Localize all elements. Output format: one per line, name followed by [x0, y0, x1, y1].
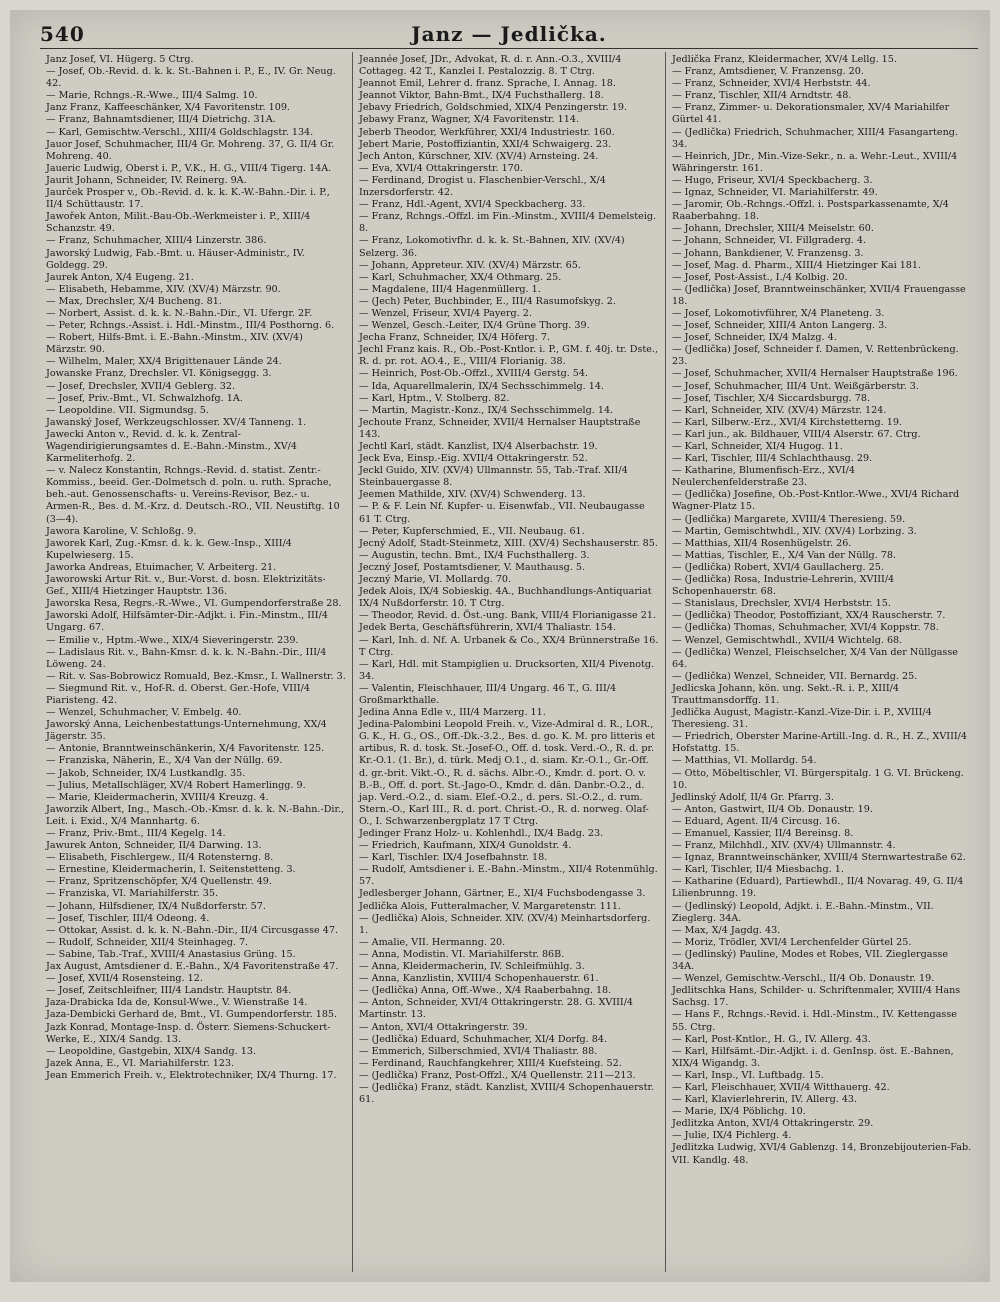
directory-entry: — Hans F., Rchngs.-Revid. i. Hdl.-Minstm., IV. Kettengasse 55. Ctrg.	[672, 1009, 957, 1033]
directory-entry: Jedlitzka Anton, XVI/4 Ottakringerstr. 29.	[672, 1118, 874, 1130]
directory-entry: — (Jedlička) Margarete, XVIII/4 Theresieng. 59.	[672, 513, 906, 525]
directory-entry: Jawořek Anton, Milit.-Bau-Ob.-Werkmeister i. P., XIII/4 Schanzstr. 49.	[46, 211, 311, 235]
directory-entry: — (Jech) Peter, Buchbinder, E., III/4 Rasumofskyg. 2.	[359, 295, 616, 307]
directory-entry: Jawanský Josef, Werkzeugschlosser. XV/4 Tanneng. 1.	[46, 416, 307, 428]
directory-entry: — Katharine (Eduard), Partiewhdl., II/4 Novarag. 49, G. II/4 Lilienbrunng. 19.	[672, 876, 964, 900]
directory-entry: — Marie, IX/4 Pöblichg. 10.	[672, 1106, 806, 1118]
directory-entry: — Siegmund Rit. v., Hof-R. d. Oberst. Ger.-Hofe, VIII/4 Piaristeng. 42.	[46, 682, 310, 706]
directory-entry: — (Jedlička) Franz, städt. Kanzlist, XVIII/4 Schopenhauerstr. 61.	[359, 1081, 655, 1106]
directory-entry: — Julius, Metallschläger, XV/4 Robert Hamerlingg. 9.	[46, 779, 306, 791]
directory-entry: — Anna, Modistin. VI. Mariahilferstr. 86B.	[359, 948, 565, 960]
directory-entry: — Rudolf, Amtsdiener i. E.-Bahn.-Minstm., XII/4 Rotenmühlg. 57.	[359, 864, 658, 888]
directory-entry: — Karl, Fleischhauer, XVII/4 Witthauerg. 42.	[672, 1081, 890, 1093]
directory-entry: — (Jedlička) Eduard, Schuhmacher, XI/4 Dorfg. 84.	[359, 1033, 608, 1045]
directory-entry: — Josef, Priv.-Bmt., VI. Schwalzhofg. 1A.	[46, 392, 243, 404]
directory-entry: Jedlička August, Magistr.-Kanzl.-Vize-Dir. i. P., XVIII/4 Theresieng. 31.	[672, 707, 932, 731]
directory-entry: — Josef, Schuhmacher, XVII/4 Hernalser Hauptstraße 196.	[672, 368, 958, 380]
directory-entry: — Josef, Mag. d. Pharm., XIII/4 Hietzinger Kai 181.	[672, 259, 922, 271]
directory-entry: Jean Emmerich Freih. v., Elektrotechniker, IX/4 Thurng. 17.	[46, 1069, 337, 1081]
directory-entry: — Franz, Lokomotivfhr. d. k. k. St.-Bahnen, XIV. (XV/4) Selzerg. 36.	[359, 235, 625, 259]
directory-entry: — Josef, Schneider, XIII/4 Anton Langerg. 3.	[672, 320, 888, 332]
directory-entry: — Amalie, VII. Hermanng. 20.	[359, 936, 506, 948]
directory-entry: — Karl, Klavierlehrerin, IV. Allerg. 43.	[672, 1094, 858, 1106]
directory-entry: Jazk Konrad, Montage-Insp. d. Österr. Siemens-Schuckert-Werke, E., XIX/4 Sandg. 13.	[46, 1021, 331, 1045]
directory-entry: — Franziska, VI. Mariahilferstr. 35.	[46, 888, 218, 900]
directory-entry: — Friedrich, Kaufmann, XIX/4 Gunoldstr. 4.	[359, 840, 572, 852]
directory-entry: Jedlitzka Ludwig, XVI/4 Gablenzg. 14, Bronzebijouterien-Fab. VII. Kandlg. 48.	[672, 1142, 972, 1166]
directory-entry: — Johann, Bankdiener, V. Franzensg. 3.	[672, 247, 864, 259]
directory-entry: Jaworský Anna, Leichenbestattungs-Unternehmung, XX/4 Jägerstr. 35.	[46, 719, 327, 743]
directory-entry: Jaurček Prosper v., Ob.-Revid. d. k. k. K.-W.-Bahn.-Dir. i. P., II/4 Schüttaustr. 17.	[46, 187, 330, 211]
directory-entry: — (Jedlinský) Pauline, Modes et Robes, VII. Zieglergasse 34A.	[672, 948, 949, 973]
directory-entry: — Martin, Magistr.-Konz., IX/4 Sechsschimmelg. 14.	[359, 404, 614, 416]
directory-entry: — Karl, Post-Kntlor., H. G., IV. Allerg. 43.	[672, 1033, 871, 1045]
directory-entry: — Ernestine, Kleidermacherin, I. Seitenstetteng. 3.	[46, 864, 296, 876]
directory-entry: Jedek Berta, Geschäftsführerin, XVI/4 Thaliastr. 154.	[359, 622, 617, 634]
directory-entry: — Julie, IX/4 Pichlerg. 4.	[672, 1130, 792, 1142]
directory-entry: Janz Franz, Kaffeeschänker, X/4 Favoritenstr. 109.	[46, 102, 290, 114]
directory-entry: — Ladislaus Rit. v., Bahn-Kmsr. d. k. k. N.-Bahn.-Dir., III/4 Löweng. 24.	[46, 646, 327, 670]
directory-entry: — Franz, Schneider, XVI/4 Herbststr. 44.	[672, 78, 871, 90]
directory-entry: Jecha Franz, Schneider, IX/4 Höferg. 7.	[359, 332, 550, 344]
directory-entry: — (Jedlička) Robert, XVI/4 Gaullacherg. 25.	[672, 561, 884, 573]
directory-entry: — Jaromir, Ob.-Rchngs.-Offzl. i. Postsparkassenamte, X/4 Raaberbahng. 18.	[672, 199, 949, 223]
directory-entry: — Karl, Inh. d. Nf. A. Urbanek & Co., XX/4 Brünnerstraße 16. T Ctrg.	[359, 634, 659, 658]
directory-entry: — Josef, Lokomotivführer, X/4 Planeteng. 3.	[672, 307, 885, 319]
directory-entry: Jedina-Palombini Leopold Freih. v., Vize-Admiral d. R., LOR., G. K., H. G., OS., Off.-Dk.-3.2., Bes. d. go. K. M. pro litteris et artibus, R. d. tosk. St.-Josef-O., Off. d. tosk. Verd.-O., R. d. pr. Kr.-O.1. (1. Br.), d. türk. Medj O.1., d. siam. Kr.-O.1., Gr.-Off. d. gr.-brit. Vikt.-O., R. d. sächs. Albr.-O., Kmdr. d. port. O. v. B.-B., Off. d. port. St.-Jago-O., Kmdr. d. dän. Danbr.-O.2., d. jap. Verd.-O.2., d. siam. Elef.-O.2., d. pers. Sl.-O.2., d. rum. Stern.-O., Karl III., R. d. port. Christ.-O., R. d. norweg. Olaf-O., I. Schwarzenbergplatz 17 T Ctrg.	[359, 719, 656, 827]
directory-entry: — (Jedlička) Alois, Schneider. XIV. (XV/4) Meinhartsdorferg. 1.	[359, 912, 651, 936]
directory-entry: — Heinrich, Post-Ob.-Offzl., XVIII/4 Gerstg. 54.	[359, 368, 589, 380]
directory-page	[10, 10, 990, 1282]
directory-entry: Jedek Alois, IX/4 Sobieskig. 4A., Buchhandlungs-Antiquariat IX/4 Nußdorferstr. 10. T Ctrg.	[359, 586, 652, 610]
directory-entry: — Franz, Rchngs.-Offzl. im Fin.-Minstm., XVIII/4 Demelsteig. 8.	[359, 211, 657, 235]
directory-entry: — Josef, Tischler, X/4 Siccardsburgg. 78.	[672, 392, 871, 404]
directory-entry: — Wenzel, Gemischtw.-Verschl., II/4 Ob. Donaustr. 19.	[672, 973, 935, 985]
directory-entry: Jeckl Guido, XIV. (XV/4) Ullmannstr. 55, Tab.-Traf. XII/4 Steinbauergasse 8.	[359, 465, 628, 489]
directory-entry: Jaworzik Albert, Ing., Masch.-Ob.-Kmsr. d. k. k. N.-Bahn.-Dir., Leit. i. Exid., X/4 Mannhartg. 6.	[46, 803, 345, 827]
directory-entry: — (Jedlička) Wenzel, Fleischselcher, X/4 Van der Nüllgasse 64.	[672, 646, 958, 670]
directory-entry: Jeannot Emil, Lehrer d. franz. Sprache, I. Annag. 18.	[359, 78, 616, 90]
directory-entry: Jebawy Franz, Wagner, X/4 Favoritenstr. 114.	[359, 114, 580, 126]
directory-entry: — Peter, Kupferschmied, E., VII. Neubaug. 61.	[359, 525, 585, 537]
directory-entry: — Otto, Möbeltischler, VI. Bürgerspitalg. 1 G. VI. Brückeng. 10.	[672, 767, 964, 791]
directory-entry: — Ignaz, Schneider, VI. Mariahilferstr. 49.	[672, 187, 878, 199]
directory-entry: Jaworek Karl, Zug.-Kmsr. d. k. k. Gew.-Insp., XIII/4 Kupelwieserg. 15.	[46, 537, 292, 561]
directory-entry: — Ferdinand, Rauchfangkehrer, XIII/4 Kuefsteing. 52.	[359, 1057, 622, 1069]
directory-entry: — Matthias, VI. Mollardg. 54.	[672, 755, 817, 767]
directory-entry: — Karl, Hilfsämt.-Dir.-Adjkt. i. d. GenInsp. öst. E.-Bahnen, XIX/4 Wigandg. 3.	[672, 1045, 954, 1069]
directory-entry: — Karl, Tischler, III/4 Schlachthausg. 29.	[672, 453, 873, 465]
directory-entry: — (Jedlička) Josef, Schneider f. Damen, V. Rettenbrückeng. 23.	[672, 344, 959, 368]
directory-entry: Jedlička Franz, Kleidermacher, XV/4 Lellg. 15.	[672, 54, 897, 65]
directory-entry: — Karl, Silberw.-Erz., XVI/4 Kirchstetterng. 19.	[672, 416, 902, 428]
directory-entry: — Theodor, Revid. d. Öst.-ung. Bank, VIII/4 Florianigasse 21.	[359, 610, 656, 622]
directory-entry: — Anton, XVI/4 Ottakringerstr. 39.	[359, 1021, 528, 1033]
directory-entry: — Franziska, Näherin, E., X/4 Van der Nüllg. 69.	[46, 755, 283, 767]
directory-entry: — (Jedlička) Rosa, Industrie-Lehrerin, XVIII/4 Schopenhauerstr. 68.	[672, 574, 895, 598]
directory-entry: Jeemen Mathilde, XIV. (XV/4) Schwenderg. 13.	[359, 489, 586, 501]
directory-entry: — Wenzel, Schuhmacher, V. Embelg. 40.	[46, 707, 242, 719]
directory-entry: Jechtl Karl, städt. Kanzlist, IX/4 Alserbachstr. 19.	[359, 441, 598, 452]
directory-entry: Jedlicska Johann, kön. ung. Sekt.-R. i. P., XIII/4 Trauttmansdorffg. 11.	[672, 682, 900, 706]
directory-entry: — Karl, Schneider, XIV. (XV/4) Märzstr. 124.	[672, 404, 887, 416]
directory-entry: — Marie, Kleidermacherin, XVIII/4 Kreuzg. 4.	[46, 791, 269, 803]
directory-entry: — Franz, Schuhmacher, XIII/4 Linzerstr. 386.	[46, 235, 267, 247]
directory-entry: Jeberb Theodor, Werkführer, XXI/4 Industriestr. 160.	[359, 126, 615, 138]
column-right	[666, 52, 978, 1272]
directory-entry: — Moriz, Trödler, XVI/4 Lerchenfelder Gürtel 25.	[672, 936, 912, 948]
directory-entry: — Josef, XVII/4 Rosensteing. 12.	[46, 973, 203, 985]
directory-entry: — Franz, Tischler, XII/4 Arndtstr. 48.	[672, 90, 852, 102]
directory-entry: — Emmerich, Silberschmied, XVI/4 Thaliastr. 88.	[359, 1045, 598, 1057]
directory-entry: — Leopoldine. VII. Sigmundsg. 5.	[46, 404, 209, 416]
directory-entry: — Katharine, Blumenfisch-Erz., XVI/4 Neulerchenfelderstraße 23.	[672, 465, 855, 489]
directory-entry: — Emanuel, Kassier, II/4 Bereinsg. 8.	[672, 828, 854, 839]
directory-entry: — Karl, Hptm., V. Stolberg. 82.	[359, 392, 510, 404]
directory-entry: Jaworski Adolf, Hilfsämter-Dir.-Adjkt. i. Fin.-Minstm., III/4 Ungarg. 67.	[46, 610, 328, 634]
directory-entry: — Josef, Drechsler, XVII/4 Geblerg. 32.	[46, 380, 236, 392]
directory-entry: — Karl, Schneider, XI/4 Hugog. 11.	[672, 441, 843, 452]
directory-entry: Jazek Anna, E., VI. Mariahilferstr. 123.	[46, 1057, 235, 1069]
directory-entry: Jaueric Ludwig, Oberst i. P., V.K., H. G., VIII/4 Tigerg. 14A.	[46, 162, 332, 174]
directory-entry: — Karl, Gemischtw.-Verschl., XIII/4 Goldschlagstr. 134.	[46, 126, 314, 138]
directory-entry: Jechl Franz kais. R., Ob.-Post-Kntlor. i. P., GM. f. 40j. tr. Dste., R. d. pr. rot. AO.4., E., VIII/4 Florianig. 38.	[359, 344, 659, 368]
directory-entry: — Norbert, Assist. d. k. k. N.-Bahn.-Dir., VI. Ufergr. 2F.	[46, 307, 313, 319]
directory-entry: Jech Anton, Kürschner, XIV. (XV/4) Arnsteing. 24.	[359, 150, 599, 162]
directory-entry: — Franz, Hdl.-Agent, XVI/4 Speckbacherg. 33.	[359, 199, 586, 211]
directory-entry: — Ferdinand, Drogist u. Flaschenbier-Verschl., X/4 Inzersdorferstr. 42.	[359, 174, 606, 199]
directory-entry: — (Jedlička) Anna, Off.-Wwe., X/4 Raaberbahng. 18.	[359, 985, 612, 997]
directory-entry: — P. & F. Lein Nf. Kupfer- u. Eisenwfab., VII. Neubaugasse 61 T. Ctrg.	[359, 501, 645, 525]
directory-entry: — Karl, Schuhmacher, XX/4 Othmarg. 25.	[359, 271, 562, 283]
directory-entry: — Johann, Hilfsdiener, IX/4 Nußdorferstr. 57.	[46, 900, 266, 912]
directory-entry: Jeczný Marie, VI. Mollardg. 70.	[359, 574, 512, 586]
directory-entry: — Ignaz, Branntweinschänker, XVIII/4 Sternwartestraße 62.	[672, 852, 966, 864]
directory-entry: — (Jedlička) Josefine, Ob.-Post-Kntlor.-Wwe., XVI/4 Richard Wagner-Platz 15.	[672, 489, 960, 513]
directory-entry: — Rudolf, Schneider, XII/4 Steinhageg. 7.	[46, 936, 249, 948]
directory-entry: — Stanislaus, Drechsler, XVI/4 Herbststr. 15.	[672, 598, 891, 610]
directory-entry: — Johann, Appreteur. XIV. (XV/4) Märzstr. 65.	[359, 259, 581, 271]
directory-entry: Jawurek Anton, Schneider, II/4 Darwing. 13.	[46, 840, 262, 852]
directory-entry: — Franz, Milchhdl., XIV. (XV/4) Ullmannstr. 4.	[672, 840, 896, 852]
directory-entry: — Matthias, XII/4 Rosenhügelstr. 26.	[672, 537, 852, 549]
directory-entry: — Karl, Hdl. mit Stampiglien u. Drucksorten, XII/4 Pivenotg. 34.	[359, 658, 655, 682]
directory-entry: — Franz, Amtsdiener, V. Franzensg. 20.	[672, 66, 864, 78]
directory-entry: — Leopoldine, Gastgebin, XIX/4 Sandg. 13.	[46, 1045, 257, 1057]
directory-entry: — Robert, Hilfs-Bmt. i. E.-Bahn.-Minstm., XIV. (XV/4) Märzstr. 90.	[46, 332, 303, 356]
page-number: 540	[40, 22, 85, 46]
directory-entry: Jauor Josef, Schuhmacher, III/4 Gr. Mohreng. 37, G. II/4 Gr. Mohreng. 40.	[46, 138, 335, 162]
directory-entry: — Josef, Zeitschleifner, III/4 Landstr. Hauptstr. 84.	[46, 985, 292, 997]
column-middle	[353, 52, 666, 1272]
directory-entry: Jebert Marie, Postoffiziantin, XXI/4 Schwaigerg. 23.	[359, 138, 612, 150]
directory-entry: — Mattias, Tischler, E., X/4 Van der Nüllg. 78.	[672, 549, 897, 561]
directory-entry: — (Jedlička) Theodor, Postoffiziant, XX/4 Rauscherstr. 7.	[672, 610, 946, 622]
directory-entry: — Wilhelm, Maler, XX/4 Brigittenauer Lände 24.	[46, 356, 282, 368]
directory-entry: — Augustin, techn. Bmt., IX/4 Fuchsthallerg. 3.	[359, 549, 590, 561]
directory-entry: — (Jedlinský) Leopold, Adjkt. i. E.-Bahn.-Minstm., VII. Zieglerg. 34A.	[672, 900, 934, 924]
directory-entry: Jaworka Andreas, Etuimacher, V. Arbeiterg. 21.	[46, 561, 277, 573]
directory-entry: — Karl, Insp., VI. Luftbadg. 15.	[672, 1069, 824, 1081]
directory-entry: — Ida, Aquarellmalerin, IX/4 Sechsschimmelg. 14.	[359, 380, 604, 392]
directory-entry: — Josef, Schuhmacher, III/4 Unt. Weißgärberstr. 3.	[672, 380, 919, 392]
directory-entry: — Heinrich, JDr., Min.-Vize-Sekr., n. a. Wehr.-Leut., XVIII/4 Währingerstr. 161.	[672, 150, 958, 174]
directory-entry: Jaza-Dembicki Gerhard de, Bmt., VI. Gumpendorferstr. 185.	[46, 1009, 338, 1021]
directory-entry: — Martin, Gemischtwhdl., XIV. (XV/4) Lorbzing. 3.	[672, 525, 917, 537]
directory-entry: — (Jedlička) Wenzel, Schneider, VII. Bernardg. 25.	[672, 670, 918, 682]
directory-entry: Jaurek Anton, X/4 Eugeng. 21.	[46, 271, 194, 283]
directory-entry: Jeannée Josef, JDr., Advokat, R. d. r. Ann.-O.3., XVIII/4 Cottageg. 42 T., Kanzlei I. Pestalozzig. 8. T Ctrg.	[359, 54, 622, 78]
directory-entry: Jecný Adolf, Stadt-Steinmetz, XIII. (XV/4) Sechshauserstr. 85.	[359, 537, 658, 549]
directory-entry: — Josef, Ob.-Revid. d. k. k. St.-Bahnen i. P., E., IV. Gr. Neug. 42.	[46, 66, 336, 90]
page-header	[40, 22, 978, 49]
directory-entry: Janz Josef, VI. Hügerg. 5 Ctrg.	[46, 54, 194, 65]
directory-entry: — Anna, Kanzlistin, XVIII/4 Schopenhauerstr. 61.	[359, 973, 599, 985]
directory-entry: Jeck Eva, Einsp.-Eig. XVII/4 Ottakringerstr. 52.	[359, 453, 588, 465]
directory-entry: — Friedrich, Oberster Marine-Artill.-Ing. d. R., H. Z., XVIII/4 Hofstattg. 15.	[672, 731, 967, 755]
directory-entry: — (Jedlička) Josef, Branntweinschänker, XVII/4 Frauengasse 18.	[672, 283, 966, 307]
directory-entry: Jedlesberger Johann, Gärtner, E., XI/4 Fuchsbodengasse 3.	[359, 888, 646, 900]
directory-entry: Jaworský Ludwig, Fab.-Bmt. u. Häuser-Administr., IV. Goldegg. 29.	[46, 247, 305, 271]
column-left	[40, 52, 353, 1272]
directory-entry: — Johann, Schneider, VI. Fillgraderg. 4.	[672, 235, 867, 247]
directory-entry: — Elisabeth, Fischlergew., II/4 Rotensterng. 8.	[46, 852, 274, 864]
directory-entry: Jebavy Friedrich, Goldschmied, XIX/4 Penzingerstr. 19.	[359, 102, 628, 114]
directory-entry: Jaurit Johann, Schneider, IV. Reinerg. 9A.	[46, 174, 247, 186]
directory-entry: — Wenzel, Gemischtwhdl., XVII/4 Wichtelg. 68.	[672, 634, 903, 646]
directory-entry: — Karl, Tischler, II/4 Miesbachg. 1.	[672, 864, 844, 876]
directory-entry: — (Jedlička) Thomas, Schuhmacher, XVI/4 Koppstr. 78.	[672, 622, 939, 634]
directory-entry: — Franz, Priv.-Bmt., III/4 Kegelg. 14.	[46, 828, 226, 839]
directory-entry: — Anton, Gastwirt, II/4 Ob. Donaustr. 19.	[672, 803, 873, 815]
directory-entry: — Eduard, Agent. II/4 Circusg. 16.	[672, 815, 841, 827]
directory-entry: Jechoute Franz, Schneider, XVII/4 Hernalser Hauptstraße 143.	[359, 416, 641, 440]
directory-entry: — Antonie, Branntweinschänkerin, X/4 Favoritenstr. 125.	[46, 743, 325, 755]
directory-entry: — Franz, Zimmer- u. Dekorationsmaler, XV/4 Mariahilfer Gürtel 41.	[672, 102, 950, 126]
directory-entry: — Rit. v. Sas-Bobrowicz Romuald, Bez.-Kmsr., I. Wallnerstr. 3.	[46, 670, 346, 682]
directory-entry: Jeannot Viktor, Bahn-Bmt., IX/4 Fuchsthallerg. 18.	[359, 90, 604, 102]
directory-entry: Jaza-Drabicka Ida de, Konsul-Wwe., V. Wienstraße 14.	[46, 997, 308, 1009]
directory-entry: — (Jedlička) Franz, Post-Offzl., X/4 Quellenstr. 211—213.	[359, 1069, 636, 1081]
directory-entry: Jaworowski Artur Rit. v., Bur.-Vorst. d. bosn. Elektrizitäts-Gef., XIII/4 Hietzinger Hauptstr. 136.	[46, 574, 326, 598]
directory-entry: — v. Nalecz Konstantin, Rchngs.-Revid. d. statist. Zentr.-Kommiss., beeid. Ger.-Dolmetsch d. poln. u. ruth. Sprache, beh.-aut. Genossenschafts- u. Vereins-Revisor, Bez.- u. Armen-R., Bes. d. M.-Krz. d. Deutsch.-RO., VII. Neustiftg. 10 (3—4).	[46, 465, 340, 525]
directory-columns	[40, 52, 978, 1272]
directory-entry: Jedina Anna Edle v., III/4 Marzerg. 11.	[359, 707, 546, 719]
directory-entry: — Magdalene, III/4 Hagenmüllerg. 1.	[359, 283, 541, 295]
directory-entry: Jedlička Alois, Futteralmacher, V. Margaretenstr. 111.	[359, 900, 621, 912]
directory-entry: — Anton, Schneider, XVI/4 Ottakringerstr. 28. G. XVIII/4 Martinstr. 13.	[359, 997, 634, 1021]
directory-entry: — Ottokar, Assist. d. k. k. N.-Bahn.-Dir., II/4 Circusgasse 47.	[46, 924, 339, 936]
directory-entry: — Josef, Tischler, III/4 Odeong. 4.	[46, 912, 210, 924]
directory-entry: — Jakob, Schneider, IX/4 Lustkandlg. 35.	[46, 767, 246, 779]
directory-entry: — Max, X/4 Jagdg. 43.	[672, 924, 781, 936]
directory-entry: — Sabine, Tab.-Traf., XVIII/4 Anastasius Grüng. 15.	[46, 948, 296, 960]
directory-entry: Jedinger Franz Holz- u. Kohlenhdl., IX/4 Badg. 23.	[359, 828, 604, 839]
directory-entry: — Peter, Rchngs.-Assist. i. Hdl.-Minstm., III/4 Posthorng. 6.	[46, 320, 335, 332]
directory-entry: — Franz, Bahnamtsdiener, III/4 Dietrichg. 31A.	[46, 114, 276, 126]
directory-entry: — Wenzel, Gesch.-Leiter, IX/4 Grüne Thorg. 39.	[359, 320, 590, 332]
directory-entry: — Anna, Kleidermacherin, IV. Schleifmühlg. 3.	[359, 961, 585, 973]
directory-entry: — (Jedlička) Friedrich, Schuhmacher, XIII/4 Fasangarteng. 34.	[672, 126, 958, 150]
directory-entry: — Marie, Rchngs.-R.-Wwe., III/4 Salmg. 10.	[46, 90, 258, 102]
directory-entry: — Josef, Schneider, IX/4 Malzg. 4.	[672, 332, 837, 344]
directory-entry: Jedlitschka Hans, Schilder- u. Schriftenmaler, XVIII/4 Hans Sachsg. 17.	[672, 985, 961, 1009]
directory-entry: — Emilie v., Hptm.-Wwe., XIX/4 Sieveringerstr. 239.	[46, 634, 299, 646]
directory-entry: — Hugo, Friseur, XVI/4 Speckbacherg. 3.	[672, 174, 873, 186]
directory-entry: — Max, Drechsler, X/4 Bucheng. 81.	[46, 295, 222, 307]
directory-entry: — Wenzel, Friseur, XVI/4 Payerg. 2.	[359, 307, 532, 319]
directory-entry: — Karl, Tischler. IX/4 Josefbahnstr. 18.	[359, 852, 548, 864]
directory-entry: — Eva, XVI/4 Ottakringerstr. 170.	[359, 162, 523, 174]
directory-entry: Jeczný Josef, Postamtsdiener, V. Mauthausg. 5.	[359, 561, 586, 573]
running-title: Janz — Jedlička.	[411, 22, 607, 46]
directory-entry: Jowanske Franz, Drechsler. VI. Königseggg. 3.	[46, 368, 272, 380]
directory-entry: — Josef, Post-Assist., I./4 Kolbig. 20.	[672, 271, 848, 283]
directory-entry: Jax August, Amtsdiener d. E.-Bahn., X/4 Favoritenstraße 47.	[46, 961, 339, 973]
directory-entry: — Johann, Drechsler, XIII/4 Meiselstr. 60.	[672, 223, 874, 235]
directory-entry: — Elisabeth, Hebamme, XIV. (XV/4) Märzstr. 90.	[46, 283, 281, 295]
directory-entry: — Karl jun., ak. Bildhauer, VIII/4 Alserstr. 67. Ctrg.	[672, 428, 921, 440]
directory-entry: Jawora Karoline, V. Schloßg. 9.	[46, 525, 197, 537]
directory-entry: Jaworska Resa, Regrs.-R.-Wwe., VI. Gumpendorferstraße 28.	[46, 598, 342, 610]
directory-entry: — Valentin, Fleischhauer, III/4 Ungarg. 46 T., G. III/4 Großmarkthalle.	[359, 682, 617, 706]
directory-entry: — Franz, Spritzenschöpfer, X/4 Quellenstr. 49.	[46, 876, 272, 888]
directory-entry: Jawecki Anton v., Revid. d. k. k. Zentral-Wagendirigierungsamtes d. E.-Bahn.-Minstm., XV/4 Karmeliterhofg. 2.	[46, 428, 297, 465]
directory-entry: Jedlinský Adolf, II/4 Gr. Pfarrg. 3.	[672, 791, 834, 803]
